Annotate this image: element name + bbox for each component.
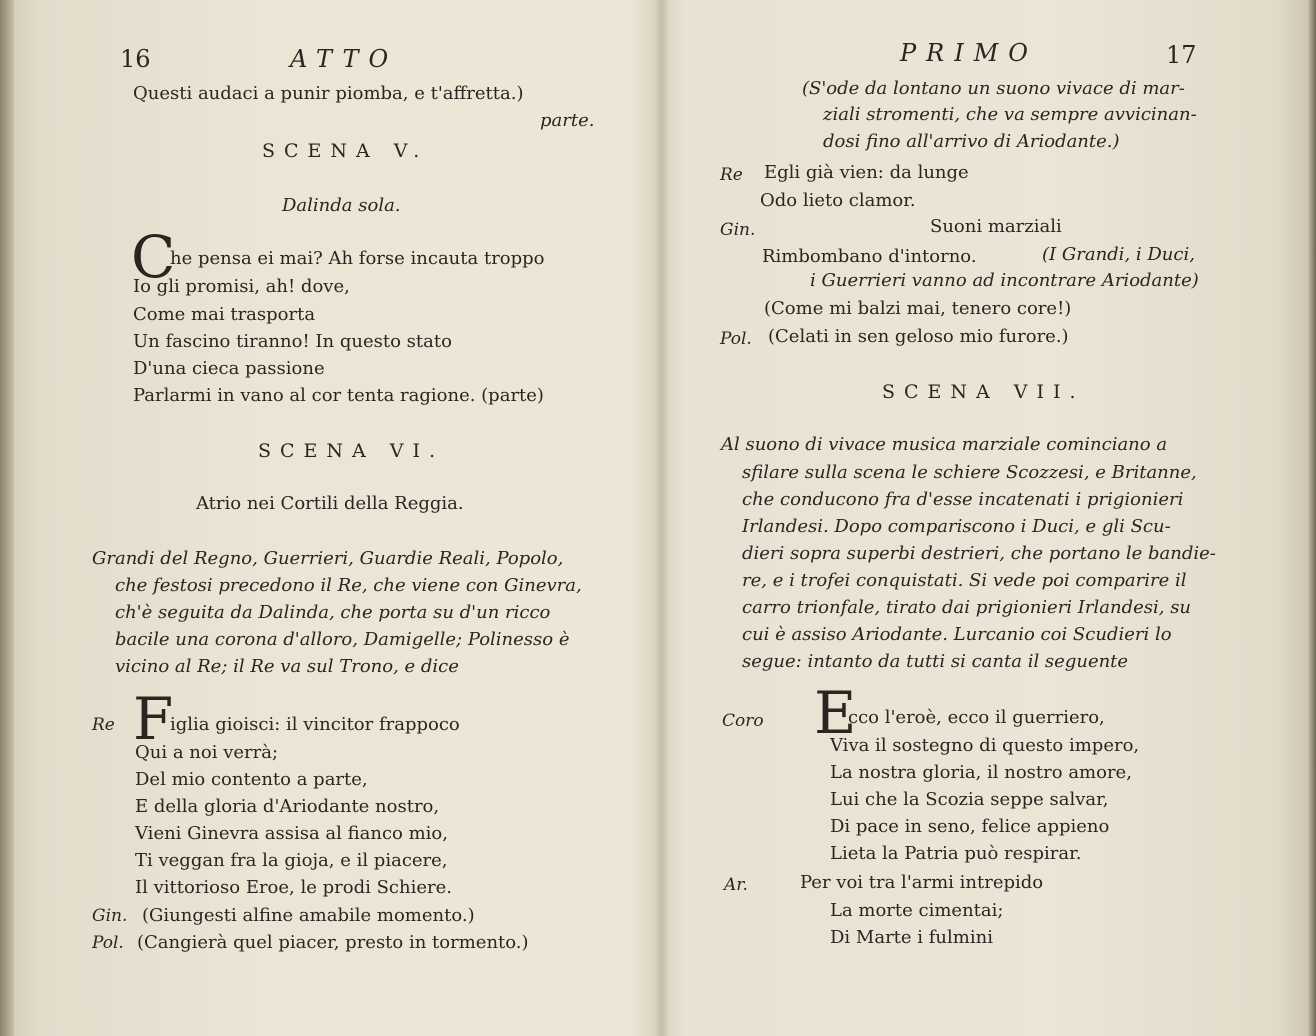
verse-line: Parlarmi in vano al cor tenta ragione. (parte) bbox=[133, 385, 544, 406]
drop-cap: C bbox=[131, 223, 176, 291]
running-head: PRIMO bbox=[900, 39, 1038, 67]
stage-direction: i Guerrieri vanno ad incontrare Ariodante) bbox=[810, 270, 1199, 291]
verse-line: Viva il sostegno di questo impero, bbox=[830, 735, 1140, 756]
verse-line: Come mai trasporta bbox=[133, 304, 316, 325]
verse-line: Di pace in seno, felice appieno bbox=[830, 816, 1110, 837]
stage-direction: che festosi precedono il Re, che viene con Ginevra, bbox=[115, 575, 582, 596]
stage-direction: (I Grandi, i Duci, bbox=[1042, 244, 1195, 265]
scene-heading: SCENA VII. bbox=[882, 381, 1085, 403]
verse-line: Il vittorioso Eroe, le prodi Schiere. bbox=[135, 877, 452, 898]
stage-direction: segue: intanto da tutti si canta il seguente bbox=[742, 651, 1129, 672]
verse-line: Lui che la Scozia seppe salvar, bbox=[830, 789, 1109, 810]
verse-line: La nostra gloria, il nostro amore, bbox=[830, 762, 1132, 783]
page-number: 17 bbox=[1166, 41, 1197, 69]
stage-direction: Irlandesi. Dopo compariscono i Duci, e gli Scu- bbox=[742, 516, 1171, 537]
verse-line: Rimbombano d'intorno. bbox=[762, 246, 977, 267]
book-gutter bbox=[655, 0, 669, 1036]
scene-setting: Atrio nei Cortili della Reggia. bbox=[196, 493, 464, 514]
verse-line: La morte cimentai; bbox=[830, 900, 1004, 921]
verse-line: Vieni Ginevra assisa al fianco mio, bbox=[135, 823, 448, 844]
stage-direction: che conducono fra d'esse incatenati i prigionieri bbox=[742, 489, 1184, 510]
speaker-label: Gin. bbox=[720, 220, 756, 240]
stage-direction: dosi fino all'arrivo di Ariodante.) bbox=[823, 131, 1120, 152]
stage-direction: Al suono di vivace musica marziale cominciano a bbox=[721, 434, 1168, 455]
verse-line: he pensa ei mai? Ah forse incauta troppo bbox=[170, 248, 545, 269]
speaker-label: Ar. bbox=[724, 875, 748, 895]
right-page bbox=[668, 0, 1316, 1036]
verse-line: E della gloria d'Ariodante nostro, bbox=[135, 796, 440, 817]
verse-line: Io gli promisi, ah! dove, bbox=[133, 276, 350, 297]
stage-direction: bacile una corona d'alloro, Damigelle; Polinesso è bbox=[115, 629, 570, 650]
verse-line: Di Marte i fulmini bbox=[830, 927, 993, 948]
speaker-label: Coro bbox=[722, 711, 764, 731]
speaker-label: Pol. bbox=[720, 329, 752, 349]
stage-direction: vicino al Re; il Re va sul Trono, e dice bbox=[115, 656, 459, 677]
left-page bbox=[0, 0, 655, 1036]
verse-line: iglia gioisci: il vincitor frappoco bbox=[170, 714, 460, 735]
scene-heading: SCENA V. bbox=[262, 140, 429, 162]
verse-line: (Celati in sen geloso mio furore.) bbox=[768, 326, 1069, 347]
verse-line: Ti veggan fra la gioja, e il piacere, bbox=[135, 850, 448, 871]
verse-line: Qui a noi verrà; bbox=[135, 742, 279, 763]
stage-direction: cui è assiso Ariodante. Lurcanio coi Scudieri lo bbox=[742, 624, 1172, 645]
stage-direction: re, e i trofei conquistati. Si vede poi comparire il bbox=[742, 570, 1187, 591]
verse-line: Per voi tra l'armi intrepido bbox=[800, 872, 1044, 893]
verse-line: Lieta la Patria può respirar. bbox=[830, 843, 1082, 864]
page-number: 16 bbox=[120, 45, 151, 73]
stage-direction: (S'ode da lontano un suono vivace di mar- bbox=[802, 78, 1185, 99]
verse-line: (Come mi balzi mai, tenero core!) bbox=[764, 298, 1072, 319]
stage-direction: carro trionfale, tirato dai prigionieri Irlandesi, su bbox=[742, 597, 1192, 618]
verse-line: Del mio contento a parte, bbox=[135, 769, 368, 790]
scene-subheading: Dalinda sola. bbox=[282, 195, 401, 216]
stage-exit: parte. bbox=[540, 110, 595, 131]
verse-line: Questi audaci a punir piomba, e t'affretta.) bbox=[133, 83, 524, 104]
verse-line: Suoni marziali bbox=[930, 216, 1062, 237]
scene-heading: SCENA VI. bbox=[258, 440, 445, 462]
verse-line: (Giungesti alfine amabile momento.) bbox=[142, 905, 475, 926]
speaker-label: Re bbox=[92, 715, 115, 735]
speaker-label: Gin. bbox=[92, 906, 128, 926]
verse-line: Odo lieto clamor. bbox=[760, 190, 916, 211]
stage-direction: ch'è seguita da Dalinda, che porta su d'un ricco bbox=[115, 602, 551, 623]
verse-line: cco l'eroè, ecco il guerriero, bbox=[848, 707, 1105, 728]
verse-line: Un fascino tiranno! In questo stato bbox=[133, 331, 452, 352]
drop-cap: E bbox=[814, 679, 857, 747]
stage-direction: dieri sopra superbi destrieri, che portano le bandie- bbox=[742, 543, 1216, 564]
speaker-label: Pol. bbox=[92, 933, 124, 953]
stage-direction: sfilare sulla scena le schiere Scozzesi, e Britanne, bbox=[742, 462, 1197, 483]
speaker-label: Re bbox=[720, 165, 743, 185]
verse-line: D'una cieca passione bbox=[133, 358, 325, 379]
verse-line: Egli già vien: da lunge bbox=[764, 162, 969, 183]
drop-cap: F bbox=[133, 685, 174, 753]
verse-line: (Cangierà quel piacer, presto in tormento.) bbox=[137, 932, 529, 953]
stage-direction: Grandi del Regno, Guerrieri, Guardie Reali, Popolo, bbox=[92, 548, 564, 569]
stage-direction: ziali stromenti, che va sempre avvicinan- bbox=[823, 104, 1197, 125]
running-head: ATTO bbox=[290, 45, 399, 73]
